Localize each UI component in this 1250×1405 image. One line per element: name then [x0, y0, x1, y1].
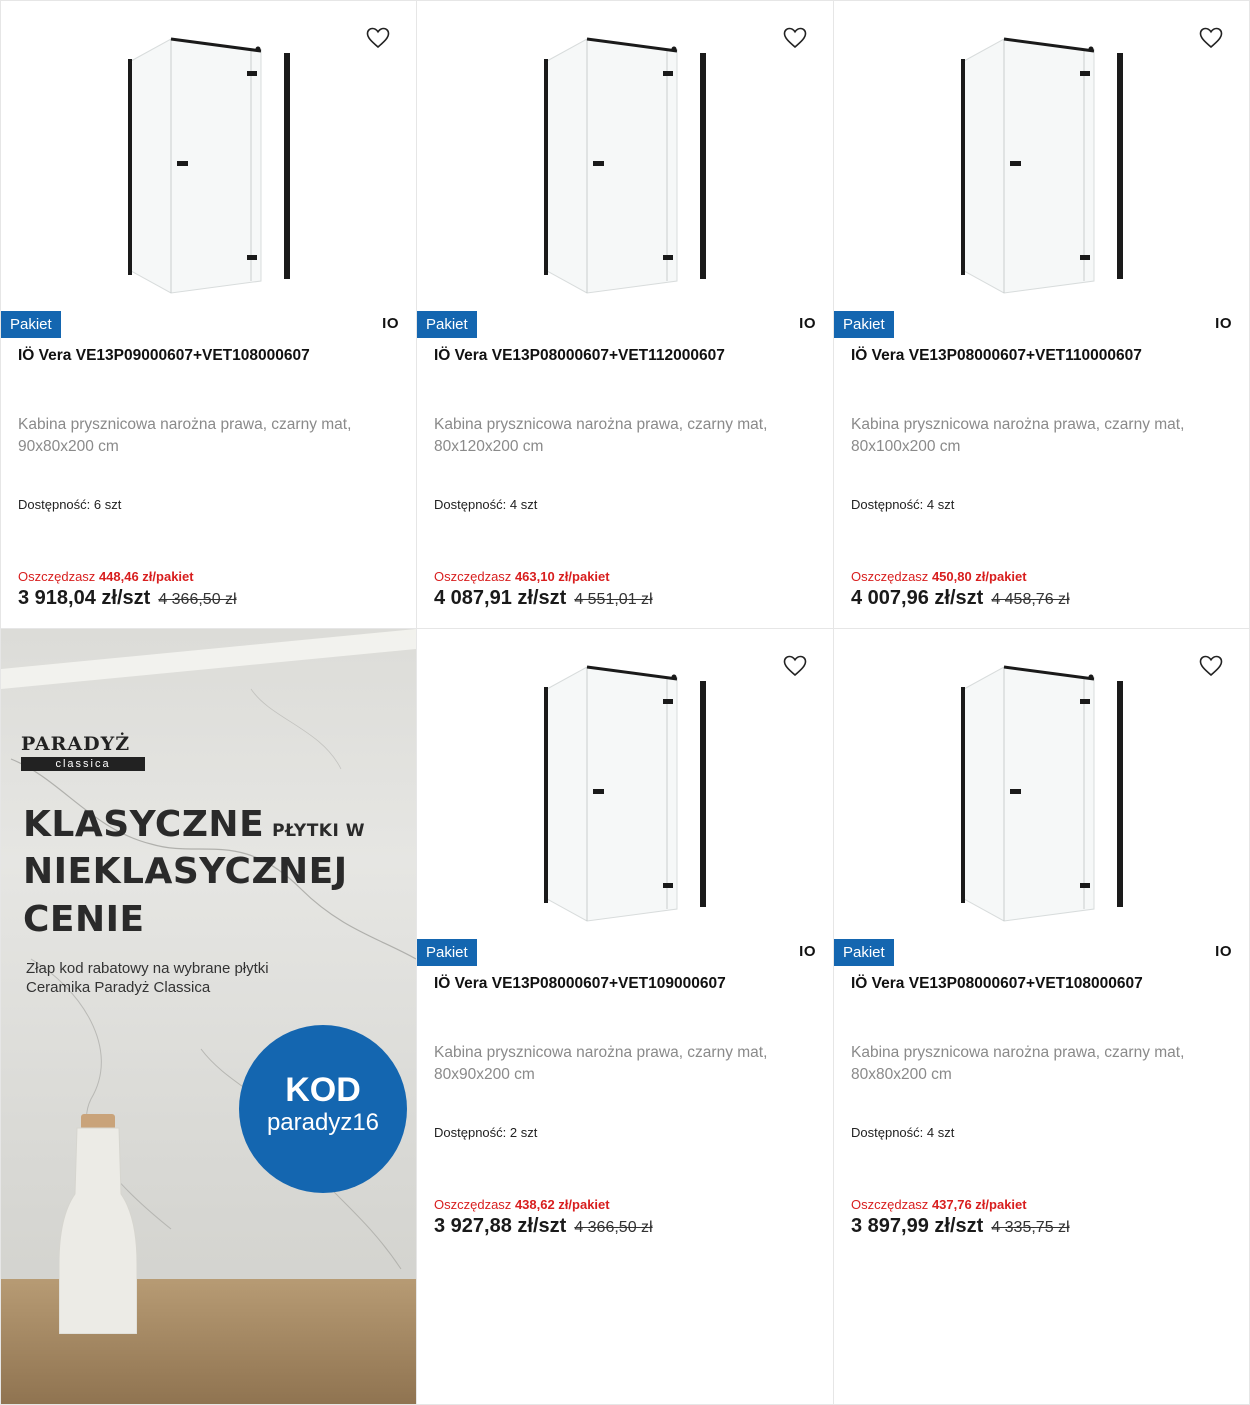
current-price: 3 918,04 zł/szt: [18, 587, 151, 609]
product-card[interactable]: [416, 628, 834, 1405]
current-price: 3 927,88 zł/szt: [434, 1215, 567, 1237]
savings: [851, 569, 1027, 584]
product-image[interactable]: [834, 629, 1249, 939]
product-image[interactable]: [834, 1, 1249, 311]
savings-label: Oszczędzasz: [434, 569, 512, 584]
savings: [434, 569, 610, 584]
availability: [434, 1125, 537, 1140]
old-price: 4 458,76 zł: [991, 591, 1070, 608]
heart-icon[interactable]: [1199, 27, 1223, 49]
product-title[interactable]: IÖ Vera VE13P08000607+VET108000607: [851, 975, 1143, 992]
headline-small: PŁYTKI W: [272, 821, 365, 841]
old-price: 4 335,75 zł: [991, 1219, 1070, 1236]
product-image[interactable]: [1, 1, 416, 311]
availability: [851, 1125, 954, 1140]
old-price: 4 366,50 zł: [574, 1219, 653, 1236]
promo-banner[interactable]: [0, 628, 417, 1405]
old-price: 4 551,01 zł: [574, 591, 653, 608]
savings-value: 463,10 zł/pakiet: [514, 569, 610, 584]
shower-cabin-illustration: [527, 659, 727, 929]
product-card[interactable]: [0, 0, 417, 629]
availability: [18, 497, 121, 512]
savings-label: Oszczędzasz: [851, 569, 929, 584]
paradyz-logo: [21, 733, 145, 771]
product-image[interactable]: [417, 629, 833, 939]
promo-headline-1: [23, 804, 365, 845]
brand-logo: IO: [382, 315, 399, 332]
availability-label: Dostępność:: [434, 497, 507, 512]
savings-value: 437,76 zł/pakiet: [931, 1197, 1027, 1212]
package-badge: Pakiet: [1, 311, 61, 338]
shower-cabin-illustration: [944, 31, 1144, 301]
brand-logo: IO: [799, 315, 816, 332]
savings-value: 448,46 zł/pakiet: [98, 569, 194, 584]
savings-label: Oszczędzasz: [18, 569, 96, 584]
brand-logo: IO: [1215, 315, 1232, 332]
availability: [434, 497, 537, 512]
package-badge: Pakiet: [417, 939, 477, 966]
product-description: Kabina prysznicowa narożna prawa, czarny mat, 80x90x200 cm: [434, 1044, 768, 1083]
product-title[interactable]: IÖ Vera VE13P08000607+VET109000607: [434, 975, 726, 992]
heart-icon[interactable]: [1199, 655, 1223, 677]
product-title[interactable]: IÖ Vera VE13P09000607+VET108000607: [18, 347, 310, 364]
promo-headline-2: NIEKLASYCZNEJ: [23, 851, 348, 892]
old-price: 4 366,50 zł: [158, 591, 237, 608]
product-description: Kabina prysznicowa narożna prawa, czarny mat, 80x100x200 cm: [851, 416, 1185, 455]
heart-icon[interactable]: [783, 27, 807, 49]
savings-value: 450,80 zł/pakiet: [931, 569, 1027, 584]
availability-label: Dostępność:: [851, 1125, 924, 1140]
brand-logo: IO: [799, 943, 816, 960]
current-price: 4 087,91 zł/szt: [434, 587, 567, 609]
product-card[interactable]: [833, 0, 1250, 629]
package-badge: Pakiet: [834, 311, 894, 338]
product-title[interactable]: IÖ Vera VE13P08000607+VET112000607: [434, 347, 725, 364]
heart-icon[interactable]: [366, 27, 390, 49]
code-value: paradyz16: [266, 1109, 380, 1136]
vase-image: [59, 1114, 137, 1334]
product-description: Kabina prysznicowa narożna prawa, czarny mat, 90x80x200 cm: [18, 416, 352, 455]
current-price: 4 007,96 zł/szt: [851, 587, 984, 609]
savings-label: Oszczędzasz: [851, 1197, 929, 1212]
availability-value: 4 szt: [509, 497, 538, 512]
package-badge: Pakiet: [417, 311, 477, 338]
savings: [851, 1197, 1027, 1212]
product-title[interactable]: IÖ Vera VE13P08000607+VET110000607: [851, 347, 1142, 364]
availability-value: 6 szt: [93, 497, 122, 512]
shower-cabin-illustration: [527, 31, 727, 301]
product-card[interactable]: [416, 0, 834, 629]
availability: [851, 497, 954, 512]
availability-value: 2 szt: [509, 1125, 538, 1140]
package-badge: Pakiet: [834, 939, 894, 966]
savings-label: Oszczędzasz: [434, 1197, 512, 1212]
current-price: 3 897,99 zł/szt: [851, 1215, 984, 1237]
promo-subtext: Złap kod rabatowy na wybrane płytki Ceramika Paradyż Classica: [26, 960, 269, 996]
price-row: [434, 587, 653, 610]
savings: [434, 1197, 610, 1212]
savings-value: 438,62 zł/pakiet: [514, 1197, 610, 1212]
availability-value: 4 szt: [926, 1125, 955, 1140]
availability-label: Dostępność:: [434, 1125, 507, 1140]
logo-bottom: classica: [21, 757, 145, 771]
promo-headline-3: CENIE: [23, 899, 145, 940]
headline-big: KLASYCZNE: [23, 804, 265, 845]
brand-logo: IO: [1215, 943, 1232, 960]
logo-top: PARADYŻ: [21, 733, 131, 755]
availability-label: Dostępność:: [18, 497, 91, 512]
price-row: [851, 1215, 1070, 1238]
code-label: KOD: [285, 1071, 361, 1109]
shower-cabin-illustration: [944, 659, 1144, 929]
shower-cabin-illustration: [111, 31, 311, 301]
availability-value: 4 szt: [926, 497, 955, 512]
heart-icon[interactable]: [783, 655, 807, 677]
savings: [18, 569, 194, 584]
product-description: Kabina prysznicowa narożna prawa, czarny mat, 80x120x200 cm: [434, 416, 768, 455]
availability-label: Dostępność:: [851, 497, 924, 512]
product-description: Kabina prysznicowa narożna prawa, czarny mat, 80x80x200 cm: [851, 1044, 1185, 1083]
discount-code-badge[interactable]: [239, 1025, 407, 1193]
product-image[interactable]: [417, 1, 833, 311]
price-row: [434, 1215, 653, 1238]
price-row: [851, 587, 1070, 610]
price-row: [18, 587, 237, 610]
product-card[interactable]: [833, 628, 1250, 1405]
